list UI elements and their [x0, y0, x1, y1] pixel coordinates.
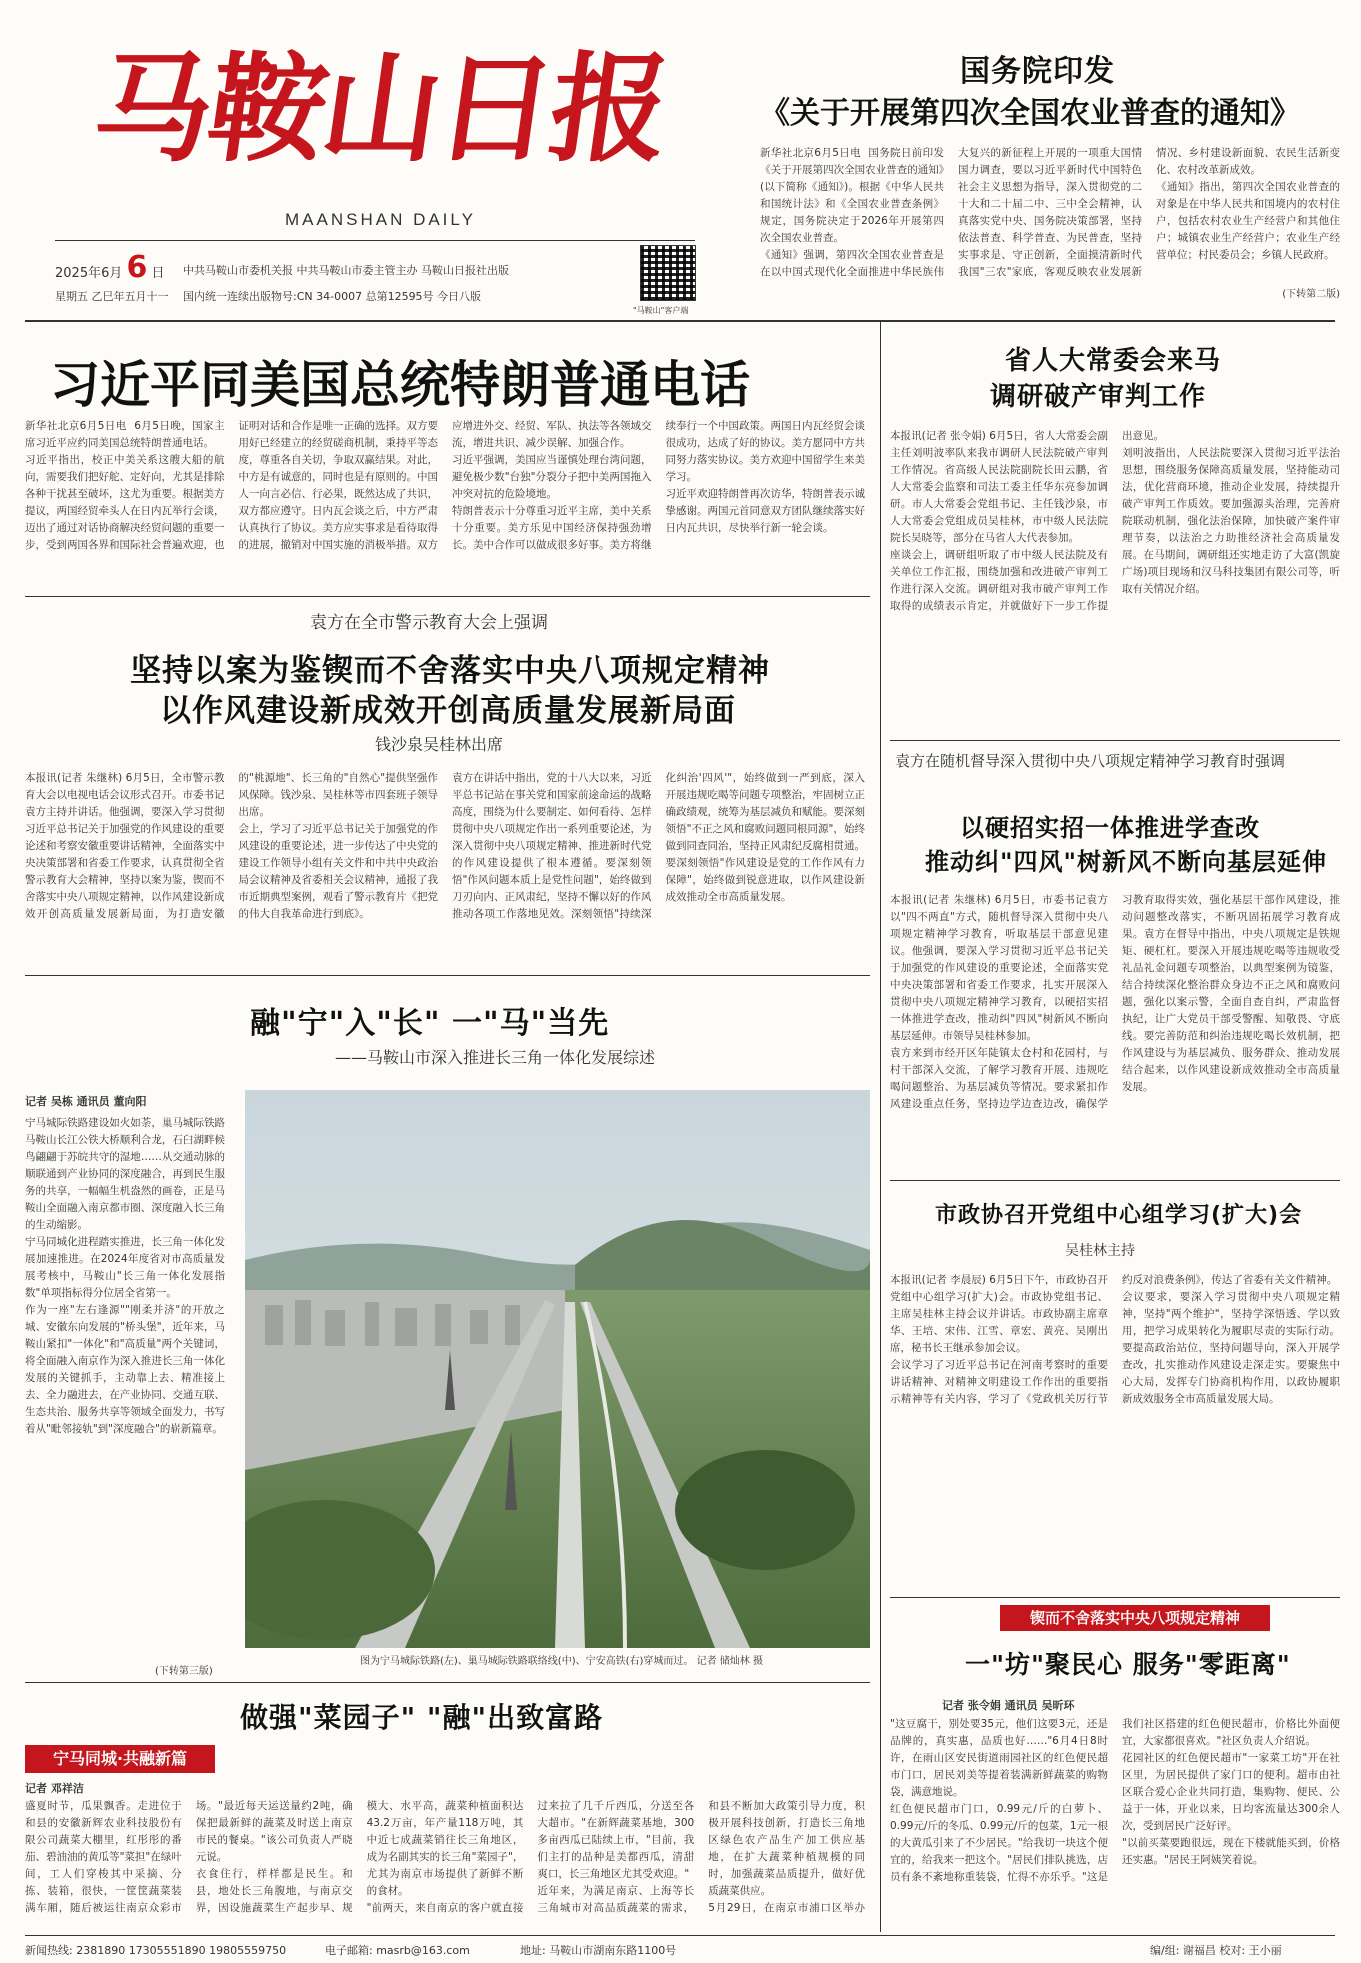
serial-number: 国内统一连续出版物号:CN 34-0007 总第12595号 今日八版 [183, 290, 482, 303]
discipline-article-body: 本报讯(记者 朱继林) 6月5日，全市警示教育大会以电视电话会议形式召开。市委书记袁方主持并讲话。他强调，要深入学习贯彻习近平总书记关于加强党的作风建设的重要论述和考察安徽重要讲话精神，全面落实中央决策部署和省委工作要求，认真贯彻全省警示教育大会精神，坚持以案为鉴，锲而不舍落实中央八项规定精神，以作风建设新成效开创高质量发展新局面，为打造安徽的"桃源地"、长三角的"自然心"提供坚强作风保障。钱沙泉、吴桂林等市四套班子领导出席。 会上，学习了习近平总书记关于加强党的作风建设的重要论述，进一步传达了中央党的建设工作领导小组有关文件和中共中央政治局会议精神及省委相关会议精神，通报了我市近期典型案例，观看了警示教育片《把党的伟大自我革命进行到底》。 袁方在讲话中指出，党的十八大以来，习近平总书记站在事关党和国家前途命运的战略高度，围绕为什么要制定、如何看待、怎样贯彻中央八项规定作出一系列重要论述，为深入贯彻中央八项规定精神、推进新时代党的作风建设提供了根本遵循。要深刻领悟"作风问题本质上是党性问题"，始终做到刀刃向内、正风肃纪，坚持不懈以好的作风推动各项工作落地见效。深刻领悟"持续深化纠治'四风'"，始终做到一严到底，深入开展违规吃喝等问题专项整治，牢固树立正确政绩观，统筹为基层减负和赋能。要深刻领悟"不正之风和腐败问题同根同源"，始终做到同查同治，坚持正风肃纪反腐相贯通。要深刻领悟"作风建设是党的工作作风有力保障"，始终做到锐意进取，以作风建设新成效推动全市高质量发展。 [25, 772, 865, 920]
community-headline: 一"坊"聚民心 服务"零距离" [965, 1650, 1291, 1679]
right-top-body: 本报讯(记者 张令娟) 6月5日，省人大常委会副主任刘明波率队来我市调研人民法院破产审判工作情况。省高级人民法院副院长田云鹏，省人大常委会监察和司法工委主任华东亮参加调研。市人大常委会党组书记、主任钱沙泉，市人大常委会党组成员吴桂林，市中级人民法院院长吴晓等，部分在马省人大代表参加。 座谈会上，调研组听取了市中级人民法院及有关单位工作汇报，围绕加强和改进破产审判工作进行深入交流。调研组对我市破产审判工作取得的成绩表示肯定，并就做好下一步工作提出意见。 刘明波指出，人民法院要深入贯彻习近平法治思想，围绕服务保障高质量发展，坚持能动司法，优化营商环境，推动企业发展，持续提升破产审判工作质效。要加强源头治理，完善府院联动机制，强化法治保障，加快破产案件审理节奏，以法治之力助推经济社会高质量发展。在马期间，调研组还实地走访了大富(凯旋广场)项目现场和汉马科技集团有限公司等，听取有关情况介绍。 [890, 430, 1340, 612]
footer-hotline: 新闻热线: 2381890 17305551890 19805559750 [25, 1944, 287, 1957]
bottom-feature-headline: 做强"菜园子" "融"出致富路 [240, 1701, 604, 1734]
photo-caption: 图为宁马城际铁路(左)、巢马城际铁路联络线(中)、宁安高铁(右)穿城而过。 记者 储灿林 摄 [360, 1656, 763, 1667]
column-tag: 宁马同城·共融新篇 [25, 1745, 215, 1773]
top-article [760, 40, 1340, 300]
right-top-headline-1: 省人大常委会来马 [1005, 346, 1222, 376]
issue-date [55, 250, 165, 285]
right-middle-kicker: 袁方在随机督导深入贯彻中央八项规定精神学习教育时强调 [895, 752, 1286, 770]
weekday-lunar: 星期五 乙巳年五月十一 [55, 290, 169, 303]
date-prefix: 2025年6月 [55, 266, 123, 281]
right-bottom-body: 本报讯(记者 李晨辰) 6月5日下午，市政协召开党组中心组学习(扩大)会。市政协党组书记、主席吴桂林主持会议并讲话。市政协副主席章华、王培、宋伟、江雪、章宏、黄亮、吴刚出席，秘书长王继承参加会议。 会议学习了习近平总书记在河南考察时的重要讲话精神、对精神文明建设工作作出的重要指示精神等有关内容，学习了《党政机关厉行节约反对浪费条例》，传达了省委有关文件精神。 会议要求，要深入学习贯彻中央八项规定精神，坚持"两个维护"，坚持学深悟透、学以致用，把学习成果转化为履职尽责的实际行动。要提高政治站位，坚持问题导向，深入开展学查改，扎实推动作风建设走深走实。要聚焦中心大局，发挥专门协商机构作用，以政协履职新成效服务全市高质量发展大局。 [890, 1274, 1340, 1405]
qr-code[interactable] [640, 245, 696, 301]
masthead [55, 30, 755, 335]
photo-feature-body: 宁马城际铁路建设如火如荼，巢马城际铁路马鞍山长江公铁大桥顺利合龙，石臼湖畔候鸟翩翩于苏皖共守的湿地……从交通动脉的顺联通到产业协同的深度融合，再到民生服务的共享，一幅幅生机盎然的画卷，正是马鞍山全面融入南京都市圈、深度融入长三角的生动缩影。 宁马同城化进程踏实推进，长三角一体化发展加速推进。在2024年度省对市高质量发展考核中，马鞍山"长三角一体化发展指数"单项指标得分位居全省第一。 作为一座"左右逢源""刚柔并济"的开放之城、安徽东向发展的"桥头堡"，近年来，马鞍山紧扣"一体化"和"高质量"两个关键词，将全面融入南京作为深入推进长三角一体化发展的关键抓手，主动靠上去、精准接上去、全力融进去，在产业协同、交通互联、生态共治、服务共享等领域全面发力，书写着从"毗邻接轨"到"深度融合"的崭新篇章。 [25, 1117, 225, 1435]
community-body: "这豆腐干，别处要35元，他们这要3元，还是品牌的，真实惠，品质也好……"6月4日8时许，在雨山区安民街道雨园社区的红色便民超市门口，居民刘美等提着装满新鲜蔬菜的购物袋，满意地说。 红色便民超市门口，0.99元/斤的白萝卜、0.99元/斤的冬瓜、0.99元/斤的包菜，1元一根的大黄瓜引来了不少居民。"给我切一块这个便宜的，给我来一把这个。"居民们排队挑选，店员有条不紊地称重装袋，忙得不亦乐乎。"这是我们社区搭建的红色便民超市，价格比外面便宜，大家都很喜欢。"社区负责人介绍说。 花园社区的红色便民超市"一家菜工坊"开在社区里，为居民提供了家门口的便利。超市由社区联合爱心企业共同打造，集购物、便民、公益于一体，开业以来，日均客流量达300余人次，受到居民广泛好评。 "以前买菜要跑很远，现在下楼就能买到，价格还实惠。"居民王阿姨笑着说。 [890, 1718, 1340, 1883]
discipline-headline-1: 坚持以案为鉴锲而不舍落实中央八项规定精神 [130, 653, 770, 689]
lead-article-body: 新华社北京6月5日电 6月5日晚，国家主席习近平应约同美国总统特朗普通电话。 习近平指出，校正中美关系这艘大船的航向，需要我们把好舵、定好向，尤其是排除各种干扰甚至破坏，这尤为重要。根据美方提议，两国经贸牵头人在日内瓦举行会谈，迈出了通过对话协商解决经贸问题的重要一步，受到两国各界和国际社会普遍欢迎，也证明对话和合作是唯一正确的选择。双方要用好已经建立的经贸磋商机制，秉持平等态度，尊重各自关切，争取双赢结果。对此，中方是有诚意的，同时也是有原则的。中国人一向言必信、行必果，既然达成了共识，双方都应遵守。日内瓦会谈之后，中方严肃认真执行了协议。美方应实事求是看待取得的进展，撤销对中国实施的消极举措。双方应增进外交、经贸、军队、执法等各领域交流，增进共识、减少误解、加强合作。 习近平强调，美国应当谨慎处理台湾问题，避免极少数"台独"分裂分子把中美两国拖入冲突对抗的危险境地。 特朗普表示十分尊重习近平主席，美中关系十分重要。美方乐见中国经济保持强劲增长。美中合作可以做成很多好事。美方将继续奉行一个中国政策。两国日内瓦经贸会谈很成功，达成了好的协议。美方愿同中方共同努力落实协议。美方欢迎中国留学生来美学习。 习近平欢迎特朗普再次访华，特朗普表示诚挚感谢。两国元首同意双方团队继续落实好日内瓦共识，尽快举行新一轮会谈。 [25, 420, 865, 551]
top-article-continued: (下转第二版) [1282, 289, 1340, 300]
aerial-photo-svg [245, 1090, 870, 1648]
footer-address: 地址: 马鞍山市湖南东路1100号 [520, 1944, 677, 1957]
community-byline: 记者 张令娟 通讯员 吴昕环 [942, 1699, 1075, 1712]
right-bottom-attendee: 吴桂林主持 [1065, 1243, 1135, 1259]
photo-feature-continued: (下转第三版) [155, 1666, 213, 1677]
right-top-headline-2: 调研破产审判工作 [990, 382, 1207, 412]
discipline-headline-2: 以作风建设新成效开创高质量发展新局面 [160, 693, 736, 729]
footer-email: 电子邮箱: masrb@163.com [325, 1944, 470, 1957]
date-suffix: 日 [151, 266, 165, 281]
right-middle-body: 本报讯(记者 朱继林) 6月5日，市委书记袁方以"四不两直"方式，随机督导深入贯彻中央八项规定精神学习教育，听取基层干部意见建议。他强调，要深入学习贯彻习近平总书记关于加强党的作风建设的重要论述，全面落实党中央决策部署和省委工作要求，扎实开展深入贯彻中央八项规定精神学习教育，以硬招实招一体推进学查改，推动纠"四风"树新风不断向基层延伸。市领导吴桂林参加。 袁方来到市经开区年陡镇太仓村和花园村，与村干部深入交流，了解学习教育开展、违规吃喝问题整治、为基层减负等情况。要求紧扣作风建设重点任务，坚持边学边查边改，确保学习教育取得实效，强化基层干部作风建设，推动问题整改落实，不断巩固拓展学习教育成果。袁方在督导中指出，中央八项规定是铁规矩、硬杠杠。要深入开展违规吃喝等违规收受礼品礼金问题专项整治，以典型案例为镜鉴，结合持续深化整治群众身边不正之风和腐败问题，强化以案示警，全面自查自纠，严肃监督执纪，让广大党员干部受警醒、知敬畏、守底线。要完善防范和纠治违规吃喝长效机制，把作风建设与为基层减负、服务群众、推动发展结合起来，以作风建设新成效推动全市高质量发展。 [890, 894, 1340, 1110]
top-article-body: 新华社北京6月5日电 国务院日前印发《关于开展第四次全国农业普查的通知》(以下简称《通知》)。根据《中华人民共和国统计法》和《全国农业普查条例》规定，国务院决定于2026年开展第四次全国农业普查。 《通知》强调，第四次全国农业普查是在以中国式现代化全面推进中华民族伟大复兴的新征程上开展的一项重大国情国力调查，要以习近平新时代中国特色社会主义思想为指导，深入贯彻党的二十大和二十届二中、三中全会精神，认真落实党中央、国务院决策部署，坚持依法普查、科学普查、为民普查，坚持实事求是、守正创新，全面摸清新时代我国"三农"家底，客观反映农业发展新情况、乡村建设新面貌、农民生活新变化、农村改革新成效。 《通知》指出，第四次全国农业普查的对象是在中华人民共和国境内的农村住户，包括农村农业生产经营户和其他住户；城镇农业生产经营户；农业生产经营单位；村民委员会；乡镇人民政府。 [760, 147, 1340, 278]
date-day: 6 [126, 250, 148, 285]
newspaper-logo: 马鞍山日报 [85, 39, 675, 178]
community-tag: 锲而不舍落实中央八项规定精神 [1000, 1605, 1270, 1631]
discipline-attendees: 钱沙泉吴桂林出席 [375, 735, 504, 754]
right-middle-headline-1: 以硬招实招一体推进学查改 [960, 814, 1260, 842]
top-headline-1: 国务院印发 [960, 54, 1115, 89]
aerial-photo [245, 1090, 870, 1648]
masthead-divider [25, 320, 1335, 322]
discipline-kicker: 袁方在全市警示教育大会上强调 [310, 613, 548, 633]
bottom-feature-body: 盛夏时节，瓜果飘香。走进位于和县的安徽新辉农业科技股份有限公司蔬菜大棚里，红彤彤的番茄、碧油油的黄瓜等"菜担"在绿叶间，工人们穿梭其中采摘、分拣、装箱，很快，一筐筐蔬菜装满车厢，随后被运往南京众彩市场。"最近每天运送量约2吨，确保把最新鲜的蔬菜及时送上南京市民的餐桌。"该公司负责人严晓元说。 衣食住行，样样都是民生。和县，地处长三角腹地，与南京交界，因设施蔬菜生产起步早、规模大、水平高，蔬菜种植面积达43.2万亩，年产量118万吨，其中近七成蔬菜销往长三角地区，成为名副其实的长三角"菜园子"，尤其为南京市场提供了新鲜不断的食材。 "前两天，来自南京的客户就直接过来拉了几千斤西瓜，分送至各大超市。"在新辉蔬菜基地，300多亩西瓜已陆续上市，"目前，我们主打的品种是美都西瓜，清甜爽口，长三角地区尤其受欢迎。" 近年来，为满足南京、上海等长三角城市对高品质蔬菜的需求，和县不断加大政策引导力度，积极开展科技创新，打造长三角地区绿色农产品生产加工供应基地，在扩大蔬菜种植规模的同时，加强蔬菜品质提升，做好优质蔬菜供应。 5月29日，在南京市浦口区举办 [25, 1800, 865, 1914]
lead-headline: 习近平同美国总统特朗普通电话 [50, 356, 750, 414]
right-middle-headline-2: 推动纠"四风"树新风不断向基层延伸 [925, 848, 1328, 876]
sponsors: 中共马鞍山市委机关报 中共马鞍山市委主管主办 马鞍山日报社出版 [183, 264, 509, 277]
right-bottom-headline: 市政协召开党组中心组学习(扩大)会 [935, 1203, 1303, 1228]
footer-editors: 编/组: 谢福昌 校对: 王小丽 [1150, 1944, 1282, 1957]
top-headline-2: 《关于开展第四次全国农业普查的通知》 [760, 96, 1300, 131]
english-name: MAANSHAN DAILY [285, 210, 476, 229]
qr-caption: "马鞍山"客户端 [633, 306, 689, 315]
bottom-feature-byline: 记者 邓祥洁 [25, 1782, 84, 1795]
photo-feature-byline: 记者 吴栋 通讯员 董向阳 [25, 1095, 147, 1108]
photo-feature-subtitle: ——马鞍山市深入推进长三角一体化发展综述 [335, 1048, 656, 1067]
photo-feature-headline: 融"宁"入"长" 一"马"当先 [250, 1006, 610, 1041]
